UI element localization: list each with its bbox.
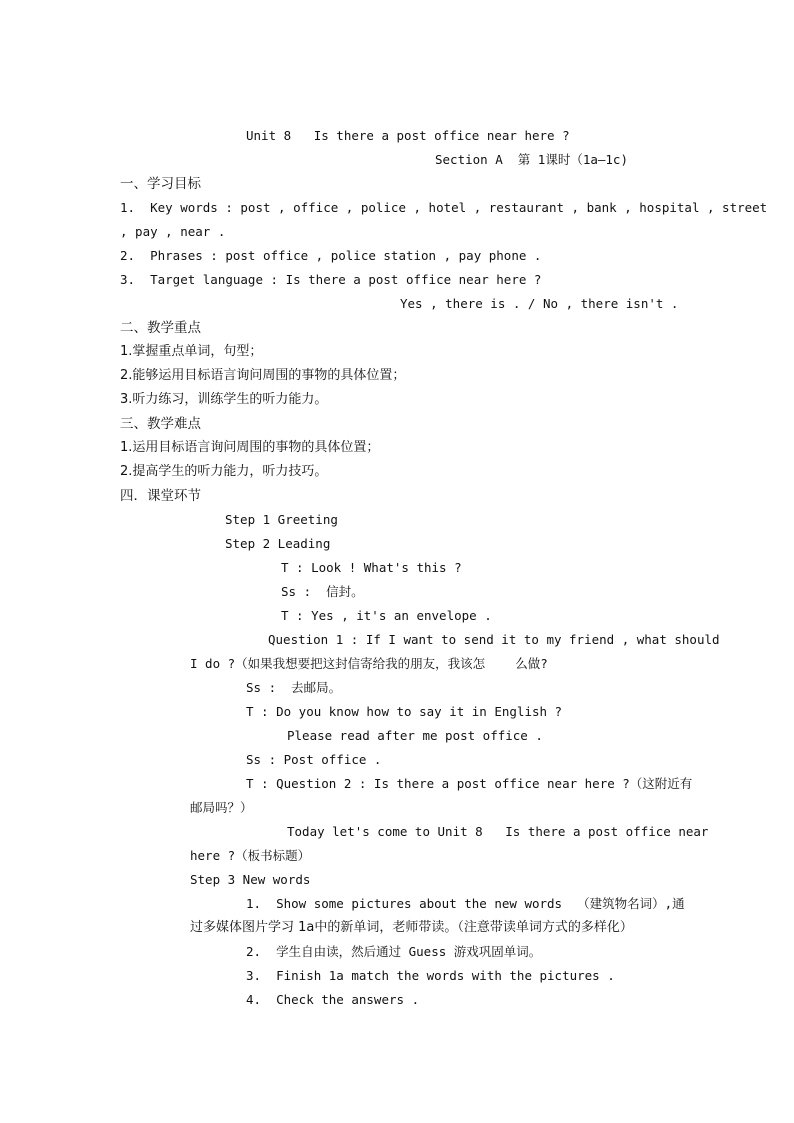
step-heading: Step 2 Leading (225, 536, 331, 551)
new-words-item: 1. Show some pictures about the new words （建筑物名词）,通 (246, 896, 685, 911)
objective-line: , pay , near . (120, 224, 226, 239)
objective-line: 3. Target language : Is there a post office near here ? (120, 272, 542, 287)
dialogue-line: Please read after me post office . (287, 728, 543, 743)
objective-line: Yes , there is . / No , there isn't . (400, 296, 679, 311)
key-point-line: 3.听力练习，训练学生的听力能力。 (120, 392, 328, 407)
key-point-line: 2.能够运用目标语言询问周围的事物的具体位置； (120, 368, 406, 383)
dialogue-line: 邮局吗？） (190, 800, 253, 815)
objective-line: 1. Key words : post , office , police , hotel , restaurant , bank , hospital , street (120, 200, 768, 215)
section-heading-difficulties: 三、教学难点 (120, 416, 201, 432)
dialogue-line: here ?（板书标题） (190, 848, 311, 863)
dialogue-line: Ss : 去邮局。 (246, 680, 342, 695)
key-point-line: 1.掌握重点单词，句型； (120, 344, 263, 359)
dialogue-line: T : Question 2 : Is there a post office near here ?（这附近有 (246, 776, 693, 791)
step-heading: Step 3 New words (190, 872, 311, 887)
dialogue-line: T : Yes , it's an envelope . (281, 608, 492, 623)
new-words-item: 2. 学生自由读，然后通过 Guess 游戏巩固单词。 (246, 944, 542, 959)
new-words-item: 过多媒体图片学习 1a中的新单词，老师带读。（注意带读单词方式的多样化） (190, 920, 633, 935)
new-words-item: 4. Check the answers . (246, 992, 420, 1007)
section-heading-key-points: 二、教学重点 (120, 320, 201, 336)
section-heading-procedure: 四．课堂环节 (120, 488, 201, 504)
dialogue-line: Question 1 : If I want to send it to my friend , what should (268, 632, 720, 647)
step-heading: Step 1 Greeting (225, 512, 338, 527)
doc-title: Unit 8 Is there a post office near here ? (246, 128, 570, 143)
section-heading-objectives: 一、学习目标 (120, 176, 201, 192)
objective-line: 2. Phrases : post office , police station , pay phone . (120, 248, 542, 263)
difficulty-line: 1.运用目标语言询问周围的事物的具体位置； (120, 440, 380, 455)
dialogue-line: T : Do you know how to say it in English ? (246, 704, 563, 719)
dialogue-line: T : Look ! What's this ? (281, 560, 462, 575)
difficulty-line: 2.提高学生的听力能力，听力技巧。 (120, 464, 328, 479)
dialogue-line: I do ?（如果我想要把这封信寄给我的朋友，我该怎 么做? (190, 656, 548, 671)
new-words-item: 3. Finish 1a match the words with the pictures . (246, 968, 615, 983)
dialogue-line: Ss : 信封。 (281, 584, 364, 599)
dialogue-line: Ss : Post office . (246, 752, 382, 767)
dialogue-line: Today let's come to Unit 8 Is there a post office near (287, 824, 709, 839)
doc-subtitle: Section A 第 1课时（1a—1c) (435, 152, 628, 167)
